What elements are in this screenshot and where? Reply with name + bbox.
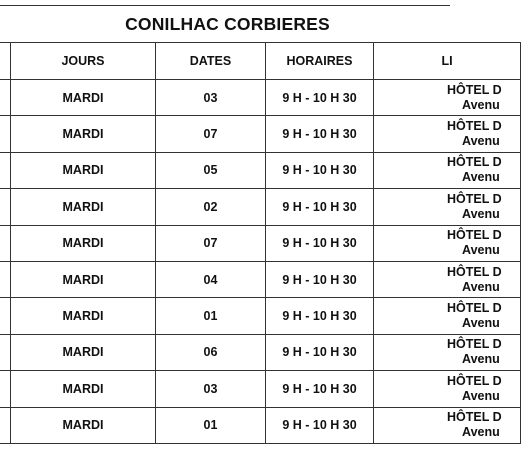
header-horaires: HORAIRES [266,43,374,80]
lieu-name-text: HÔTEL D [447,264,502,279]
table-row [0,407,521,443]
lieu-address-text: Avenu [462,388,500,403]
row-blank-cell [0,152,11,188]
row-date-cell: 06 [156,334,266,370]
lieu-name-text: HÔTEL D [447,301,502,316]
table-row [0,371,521,407]
row-horaire-cell: 9 H - 10 H 30 [266,334,374,370]
row-horaire-cell: 9 H - 10 H 30 [266,80,374,116]
row-date-cell: 03 [156,80,266,116]
row-lieu-cell [374,407,521,443]
row-blank-cell [0,116,11,152]
table-row [0,152,521,188]
row-date-cell: 03 [156,371,266,407]
lieu-address-text: Avenu [462,134,500,149]
schedule-body [0,80,521,444]
row-jour-cell: MARDI [11,225,156,261]
row-horaire-cell: 9 H - 10 H 30 [266,407,374,443]
lieu-address-text: Avenu [462,316,500,331]
row-horaire-cell: 9 H - 10 H 30 [266,189,374,225]
row-blank-cell [0,261,11,297]
row-jour-cell: MARDI [11,407,156,443]
lieu-address-text: Avenu [462,206,500,221]
row-lieu-cell [374,80,521,116]
header-row [0,43,521,80]
row-jour-cell: MARDI [11,298,156,334]
row-blank-cell [0,298,11,334]
row-date-cell: 01 [156,407,266,443]
schedule-table [0,42,521,444]
row-horaire-cell: 9 H - 10 H 30 [266,225,374,261]
row-blank-cell [0,334,11,370]
lieu-address-text: Avenu [462,279,500,294]
lieu-name-text: HÔTEL D [447,82,502,97]
row-blank-cell [0,225,11,261]
row-lieu-cell [374,152,521,188]
table-row [0,225,521,261]
row-lieu-cell [374,261,521,297]
lieu-name-text: HÔTEL D [447,191,502,206]
row-jour-cell: MARDI [11,80,156,116]
row-blank-cell [0,189,11,225]
row-date-cell: 02 [156,189,266,225]
row-jour-cell: MARDI [11,152,156,188]
row-jour-cell: MARDI [11,189,156,225]
row-date-cell: 07 [156,116,266,152]
lieu-name-text: HÔTEL D [447,410,502,425]
row-lieu-cell [374,189,521,225]
header-jours: JOURS [11,43,156,80]
row-jour-cell: MARDI [11,371,156,407]
row-jour-cell: MARDI [11,334,156,370]
row-jour-cell: MARDI [11,261,156,297]
row-blank-cell [0,80,11,116]
lieu-address-text: Avenu [462,425,500,440]
row-blank-cell [0,371,11,407]
lieu-address-text: Avenu [462,243,500,258]
table-row [0,116,521,152]
lieu-address-text: Avenu [462,170,500,185]
header-lieu: LI [374,43,521,80]
lieu-name-text: HÔTEL D [447,155,502,170]
row-date-cell: 01 [156,298,266,334]
header-dates: DATES [156,43,266,80]
row-jour-cell: MARDI [11,116,156,152]
lieu-address-text: Avenu [462,352,500,367]
row-blank-cell [0,407,11,443]
row-lieu-cell [374,371,521,407]
row-horaire-cell: 9 H - 10 H 30 [266,116,374,152]
page-title: CONILHAC CORBIERES [125,13,330,34]
row-date-cell: 04 [156,261,266,297]
table-row [0,334,521,370]
header-blank [0,43,11,80]
row-horaire-cell: 9 H - 10 H 30 [266,261,374,297]
row-horaire-cell: 9 H - 10 H 30 [266,298,374,334]
row-lieu-cell [374,298,521,334]
title-row [0,5,450,42]
table-row [0,189,521,225]
row-date-cell: 05 [156,152,266,188]
row-lieu-cell [374,334,521,370]
lieu-name-text: HÔTEL D [447,119,502,134]
row-lieu-cell [374,225,521,261]
row-lieu-cell [374,116,521,152]
table-row [0,80,521,116]
table-row [0,261,521,297]
row-horaire-cell: 9 H - 10 H 30 [266,152,374,188]
lieu-address-text: Avenu [462,97,500,112]
row-horaire-cell: 9 H - 10 H 30 [266,371,374,407]
row-date-cell: 07 [156,225,266,261]
lieu-name-text: HÔTEL D [447,228,502,243]
lieu-name-text: HÔTEL D [447,337,502,352]
table-row [0,298,521,334]
lieu-name-text: HÔTEL D [447,373,502,388]
